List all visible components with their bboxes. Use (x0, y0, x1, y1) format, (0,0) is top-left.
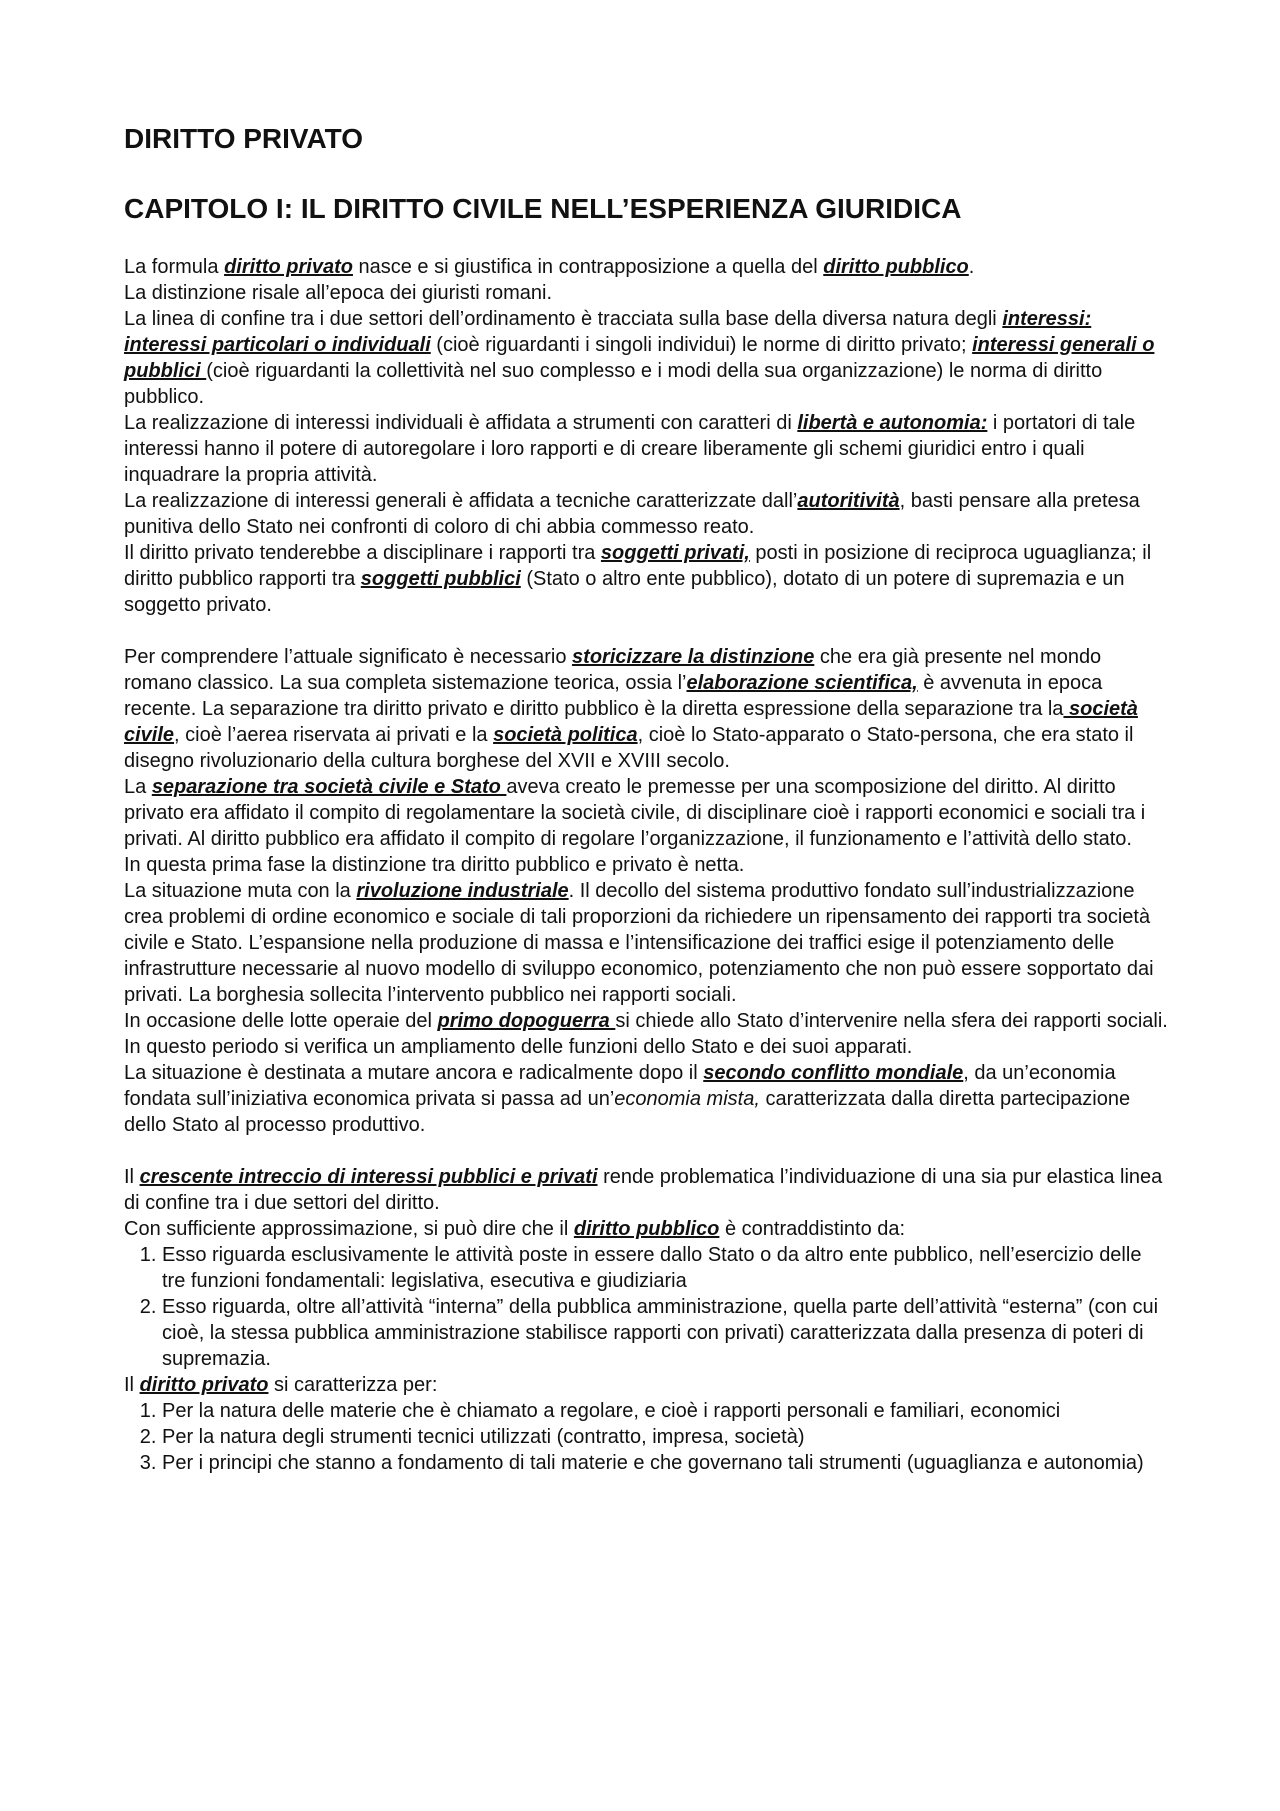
keyword: rivoluzione industriale (356, 880, 569, 902)
paragraph: La realizzazione di interessi individuali è affidata a strumenti con caratteri di libertà e autonomia: i portatori di tale interessi hanno il potere di autoregolare i loro rapporti e di creare liberamente gli schemi giuridici entro i quali inquadrare la propria attività. (124, 412, 1136, 486)
keyword: primo dopoguerra (437, 1010, 616, 1032)
paragraph: Il diritto privato tenderebbe a disciplinare i rapporti tra soggetti privati, posti in posizione di reciproca uguaglianza; il diritto pubblico rapporti tra soggetti pubblici (Stato o altro ente pubblico), dotato di un potere di supremazia e un soggetto privato. (124, 542, 1152, 616)
keyword: crescente intreccio di interessi pubblici e privati (139, 1166, 598, 1188)
paragraph: La distinzione risale all’epoca dei giuristi romani. (124, 282, 552, 304)
numbered-list (124, 1242, 1170, 1372)
keyword: soggetti privati, (600, 542, 750, 564)
italic-term: economia mista, (614, 1088, 760, 1110)
list-item: 1. Per la natura delle materie che è chiamato a regolare, e cioè i rapporti personali e familiari, economici (162, 1398, 1170, 1424)
paragraph: Con sufficiente approssimazione, si può dire che il diritto pubblico è contraddistinto da: (124, 1218, 906, 1240)
keyword: elaborazione scientifica, (686, 672, 918, 694)
keyword: secondo conflitto mondiale (703, 1062, 964, 1084)
chapter-heading: CAPITOLO I: IL DIRITTO CIVILE NELL’ESPERIENZA GIURIDICA (124, 193, 962, 224)
keyword: diritto privato (224, 256, 353, 278)
list-item: 2. Per la natura degli strumenti tecnici utilizzati (contratto, impresa, società) (162, 1424, 1170, 1450)
list-item: 1. Esso riguarda esclusivamente le attività poste in essere dallo Stato o da altro ente pubblico, nell’esercizio delle tre funzioni fondamentali: legislativa, esecutiva e giudiziaria (162, 1242, 1170, 1294)
keyword: soggetti pubblici (360, 568, 521, 590)
paragraph: La separazione tra società civile e Stato aveva creato le premesse per una scomposizione del diritto. Al diritto privato era affidato il compito di regolamentare la società civile, di disciplinare cioè i rapporti economici e sociali tra i privati. Al diritto pubblico era affidato il compito di regolare l’organizzazione, il funzionamento e l’attività dello stato. (124, 776, 1146, 850)
keyword: interessi generali o pubblici (124, 334, 1155, 382)
keyword: diritto privato (139, 1374, 269, 1396)
paragraph: Il crescente intreccio di interessi pubblici e privati rende problematica l’individuazione di una sia pur elastica linea di confine tra i due settori del diritto. (124, 1166, 1163, 1214)
list-item: 3. Per i principi che stanno a fondamento di tali materie e che governano tali strumenti (uguaglianza e autonomia) (162, 1450, 1170, 1476)
document-page (124, 122, 1170, 1476)
paragraph: La formula diritto privato nasce e si giustifica in contrapposizione a quella del diritto pubblico. (124, 256, 975, 278)
paragraph: In questa prima fase la distinzione tra diritto pubblico e privato è netta. (124, 854, 745, 876)
numbered-list (124, 1398, 1170, 1476)
list-item: 2. Esso riguarda, oltre all’attività “interna” della pubblica amministrazione, quella parte dell’attività “esterna” (con cui cioè, la stessa pubblica amministrazione stabilisce rapporti con privati) caratterizzata dalla presenza di poteri di supremazia. (162, 1294, 1170, 1372)
keyword: interessi: interessi particolari o individuali (124, 308, 1092, 356)
keyword: autoritività (797, 490, 900, 512)
paragraph-gap (124, 1138, 1170, 1164)
keyword: diritto pubblico (823, 256, 969, 278)
paragraph: In occasione delle lotte operaie del primo dopoguerra si chiede allo Stato d’intervenire nella sfera dei rapporti sociali. In questo periodo si verifica un ampliamento delle funzioni dello Stato e dei suoi apparati. (124, 1010, 1168, 1058)
paragraph: La realizzazione di interessi generali è affidata a tecniche caratterizzate dall’autoritività, basti pensare alla pretesa punitiva dello Stato nei confronti di coloro di chi abbia commesso reato. (124, 490, 1140, 538)
document-title: DIRITTO PRIVATO (124, 123, 364, 154)
keyword: diritto pubblico (573, 1218, 720, 1240)
paragraph: Il diritto privato si caratterizza per: (124, 1374, 438, 1396)
paragraph: La situazione è destinata a mutare ancora e radicalmente dopo il secondo conflitto mondiale, da un’economia fondata sull’iniziativa economica privata si passa ad un’economia mista, caratterizzata dalla diretta partecipazione dello Stato al processo produttivo. (124, 1062, 1131, 1136)
paragraph: La situazione muta con la rivoluzione industriale. Il decollo del sistema produttivo fondato sull’industrializzazione crea problemi di ordine economico e sociale di tali proporzioni da richiedere un ripensamento dei rapporti tra società civile e Stato. L’espansione nella produzione di massa e l’intensificazione dei traffici esige il potenziamento delle infrastrutture necessarie al nuovo modello di sviluppo economico, potenziamento che non può essere sopportato dai privati. La borghesia sollecita l’intervento pubblico nei rapporti sociali. (124, 880, 1154, 1006)
keyword: libertà e autonomia: (797, 412, 988, 434)
keyword: separazione tra società civile e Stato (151, 776, 507, 798)
paragraph-gap (124, 618, 1170, 644)
paragraph: Per comprendere l’attuale significato è necessario storicizzare la distinzione che era già presente nel mondo romano classico. La sua completa sistemazione teorica, ossia l’elaborazione scientifica, è avvenuta in epoca recente. La separazione tra diritto privato e diritto pubblico è la diretta espressione della separazione tra la società civile, cioè l’aerea riservata ai privati e la società politica, cioè lo Stato-apparato o Stato-persona, che era stato il disegno rivoluzionario della cultura borghese del XVII e XVIII secolo. (124, 646, 1138, 772)
keyword: società politica (493, 724, 638, 746)
paragraph: La linea di confine tra i due settori dell’ordinamento è tracciata sulla base della diversa natura degli interessi: interessi particolari o individuali (cioè riguardanti i singoli individui) le norme di diritto privato; interessi generali o pubblici (cioè riguardanti la collettività nel suo complesso e i modi della sua organizzazione) le norma di diritto pubblico. (124, 308, 1155, 408)
keyword: società civile (124, 698, 1138, 746)
keyword: storicizzare la distinzione (572, 646, 815, 668)
